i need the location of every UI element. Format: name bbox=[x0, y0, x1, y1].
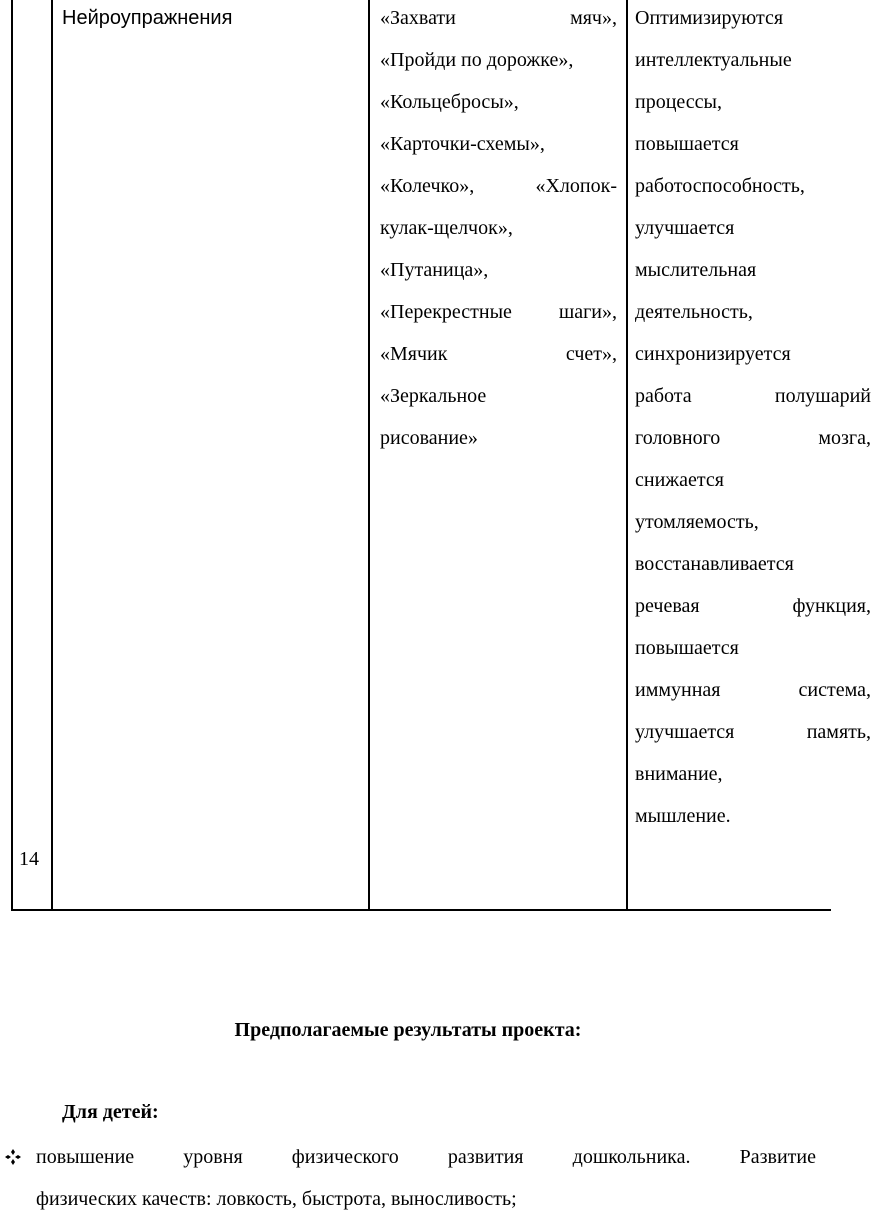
exercise-name: Нейроупражнения bbox=[62, 7, 233, 29]
effect-word: интеллектуальные bbox=[635, 49, 792, 71]
exercise-word: «Зеркальное bbox=[380, 385, 487, 407]
effect-word: внимание, bbox=[635, 763, 723, 785]
effect-line bbox=[635, 249, 871, 291]
effect-line bbox=[635, 543, 871, 585]
bullet-word: Развитие bbox=[739, 1146, 816, 1168]
effect-word: повышается bbox=[635, 637, 739, 659]
row-number: 14 bbox=[19, 848, 39, 870]
effect-word: мыслительная bbox=[635, 259, 757, 281]
exercise-line bbox=[380, 207, 617, 249]
effect-line bbox=[635, 501, 871, 543]
exercise-line bbox=[380, 0, 617, 39]
exercise-line bbox=[380, 165, 617, 207]
effect-line bbox=[635, 627, 871, 669]
effect-line bbox=[635, 459, 871, 501]
table-border-bottom bbox=[11, 909, 831, 911]
effect-word: деятельность, bbox=[635, 301, 753, 323]
effect-line bbox=[635, 795, 871, 837]
effect-word: повышается bbox=[635, 133, 739, 155]
bullet-word: уровня bbox=[183, 1146, 243, 1168]
exercise-line bbox=[380, 333, 617, 375]
table-border-col3 bbox=[626, 0, 628, 911]
bullet-text bbox=[36, 1136, 816, 1220]
exercise-word: «Пройди по дорожке», bbox=[380, 49, 574, 71]
effect-line bbox=[635, 207, 871, 249]
exercise-word: «Карточки-схемы», bbox=[380, 133, 545, 155]
effect-line bbox=[635, 711, 871, 753]
bullet-line-2: физических качеств: ловкость, быстрота, выносливость; bbox=[36, 1188, 517, 1210]
effect-word: утомляемость, bbox=[635, 511, 759, 533]
effect-word: система, bbox=[798, 679, 871, 701]
bullet-word: повышение bbox=[36, 1146, 135, 1168]
effect-word: восстанавливается bbox=[635, 553, 794, 575]
effects-list bbox=[635, 0, 871, 837]
effect-word: функция, bbox=[792, 595, 871, 617]
effect-word: работоспособность, bbox=[635, 175, 805, 197]
exercise-line bbox=[380, 417, 617, 459]
bullet-word: дошкольника. bbox=[572, 1146, 691, 1168]
effect-line bbox=[635, 585, 871, 627]
effect-line bbox=[635, 669, 871, 711]
effect-word: улучшается bbox=[635, 721, 735, 743]
effect-line bbox=[635, 417, 871, 459]
exercise-word: «Мячик bbox=[380, 343, 448, 365]
bullet-word: физического bbox=[291, 1146, 399, 1168]
bullet-word: развития bbox=[447, 1146, 524, 1168]
exercise-word: «Перекрестные bbox=[380, 301, 512, 323]
effect-line bbox=[635, 39, 871, 81]
effect-line bbox=[635, 753, 871, 795]
exercise-word: «Кольцебросы», bbox=[380, 91, 519, 113]
effect-line bbox=[635, 375, 871, 417]
effect-word: синхронизируется bbox=[635, 343, 791, 365]
table-border-col1 bbox=[51, 0, 53, 911]
effect-line bbox=[635, 0, 871, 39]
effect-word: работа bbox=[635, 385, 692, 407]
bullet-line-1 bbox=[36, 1136, 816, 1178]
effect-word: снижается bbox=[635, 469, 724, 491]
effect-word: иммунная bbox=[635, 679, 721, 701]
effect-word: память, bbox=[806, 721, 871, 743]
effect-line bbox=[635, 333, 871, 375]
exercise-word: «Хлопок- bbox=[535, 175, 617, 197]
exercise-line bbox=[380, 39, 617, 81]
exercise-line bbox=[380, 123, 617, 165]
results-title: Предполагаемые результаты проекта: bbox=[234, 1019, 582, 1041]
exercise-line bbox=[380, 249, 617, 291]
exercise-word: мяч», bbox=[570, 7, 617, 29]
effect-line bbox=[635, 123, 871, 165]
effect-word: улучшается bbox=[635, 217, 735, 239]
exercise-word: «Путаница», bbox=[380, 259, 489, 281]
exercise-line bbox=[380, 291, 617, 333]
exercise-word: шаги», bbox=[558, 301, 617, 323]
table-border-left bbox=[11, 0, 13, 911]
exercise-word: счет», bbox=[565, 343, 617, 365]
exercise-list bbox=[380, 0, 617, 459]
exercise-word: «Колечко», bbox=[380, 175, 475, 197]
diamond-bullet-icon bbox=[4, 1148, 22, 1166]
effect-word: полушарий bbox=[774, 385, 871, 407]
effect-line bbox=[635, 165, 871, 207]
effect-word: мышление. bbox=[635, 805, 731, 827]
exercise-line bbox=[380, 81, 617, 123]
exercise-word: кулак-щелчок», bbox=[380, 217, 513, 239]
effect-line bbox=[635, 291, 871, 333]
for-children-heading: Для детей: bbox=[62, 1101, 159, 1123]
exercise-line bbox=[380, 375, 617, 417]
exercise-word: рисование» bbox=[380, 427, 478, 449]
effect-word: процессы, bbox=[635, 91, 722, 113]
effect-word: головного bbox=[635, 427, 721, 449]
exercise-word: «Захвати bbox=[380, 7, 456, 29]
effect-word: мозга, bbox=[818, 427, 871, 449]
effect-line bbox=[635, 81, 871, 123]
table-border-col2 bbox=[368, 0, 370, 911]
effect-word: речевая bbox=[635, 595, 700, 617]
effect-word: Оптимизируются bbox=[635, 7, 784, 29]
